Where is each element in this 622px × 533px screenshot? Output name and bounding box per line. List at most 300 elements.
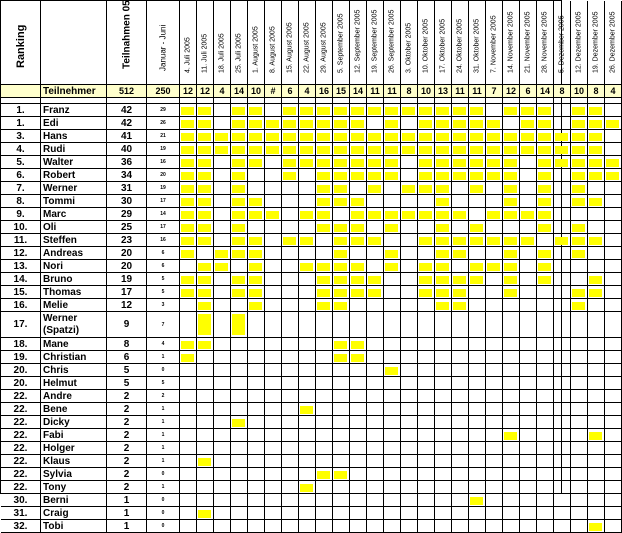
attendance-empty[interactable]	[469, 390, 486, 403]
attendance-empty[interactable]	[520, 182, 537, 195]
attendance-mark[interactable]	[503, 169, 520, 182]
attendance-mark[interactable]	[299, 130, 316, 143]
attendance-empty[interactable]	[384, 377, 401, 390]
attendance-empty[interactable]	[486, 364, 503, 377]
attendance-mark[interactable]	[333, 234, 350, 247]
attendance-empty[interactable]	[418, 312, 435, 338]
attendance-empty[interactable]	[605, 390, 622, 403]
date-header-cell[interactable]	[401, 1, 418, 85]
attendance-empty[interactable]	[384, 182, 401, 195]
attendance-empty[interactable]	[231, 507, 248, 520]
attendance-empty[interactable]	[197, 364, 214, 377]
attendance-empty[interactable]	[214, 494, 231, 507]
attendance-empty[interactable]	[316, 390, 333, 403]
attendance-empty[interactable]	[452, 429, 469, 442]
attendance-empty[interactable]	[265, 403, 282, 416]
attendance-empty[interactable]	[588, 338, 605, 351]
attendance-empty[interactable]	[486, 442, 503, 455]
attendance-empty[interactable]	[265, 104, 282, 117]
attendance-empty[interactable]	[282, 429, 299, 442]
attendance-mark[interactable]	[418, 104, 435, 117]
attendance-empty[interactable]	[248, 481, 265, 494]
attendance-empty[interactable]	[282, 507, 299, 520]
attendance-empty[interactable]	[214, 117, 231, 130]
attendance-empty[interactable]	[180, 416, 197, 429]
attendance-mark[interactable]	[571, 299, 588, 312]
attendance-empty[interactable]	[486, 286, 503, 299]
attendance-empty[interactable]	[401, 507, 418, 520]
attendance-mark[interactable]	[469, 182, 486, 195]
attendance-empty[interactable]	[605, 195, 622, 208]
attendance-empty[interactable]	[554, 260, 571, 273]
attendance-mark[interactable]	[180, 338, 197, 351]
attendance-empty[interactable]	[299, 390, 316, 403]
attendance-empty[interactable]	[299, 273, 316, 286]
attendance-empty[interactable]	[520, 169, 537, 182]
attendance-empty[interactable]	[197, 247, 214, 260]
attendance-mark[interactable]	[282, 234, 299, 247]
attendance-mark[interactable]	[316, 143, 333, 156]
attendance-empty[interactable]	[333, 520, 350, 533]
attendance-empty[interactable]	[384, 403, 401, 416]
attendance-empty[interactable]	[282, 286, 299, 299]
attendance-empty[interactable]	[214, 351, 231, 364]
attendance-empty[interactable]	[452, 312, 469, 338]
attendance-empty[interactable]	[554, 286, 571, 299]
attendance-empty[interactable]	[435, 481, 452, 494]
attendance-empty[interactable]	[248, 338, 265, 351]
attendance-mark[interactable]	[520, 208, 537, 221]
attendance-empty[interactable]	[248, 221, 265, 234]
attendance-mark[interactable]	[316, 208, 333, 221]
attendance-mark[interactable]	[197, 455, 214, 468]
attendance-mark[interactable]	[469, 143, 486, 156]
attendance-empty[interactable]	[537, 390, 554, 403]
attendance-empty[interactable]	[452, 377, 469, 390]
attendance-mark[interactable]	[588, 130, 605, 143]
attendance-mark[interactable]	[537, 273, 554, 286]
attendance-empty[interactable]	[520, 260, 537, 273]
attendance-empty[interactable]	[180, 442, 197, 455]
attendance-empty[interactable]	[554, 208, 571, 221]
attendance-empty[interactable]	[605, 247, 622, 260]
attendance-empty[interactable]	[554, 481, 571, 494]
attendance-mark[interactable]	[350, 338, 367, 351]
attendance-mark[interactable]	[282, 143, 299, 156]
attendance-mark[interactable]	[299, 208, 316, 221]
attendance-empty[interactable]	[503, 455, 520, 468]
attendance-empty[interactable]	[452, 481, 469, 494]
attendance-empty[interactable]	[333, 364, 350, 377]
attendance-empty[interactable]	[367, 494, 384, 507]
attendance-empty[interactable]	[367, 455, 384, 468]
attendance-empty[interactable]	[265, 260, 282, 273]
attendance-empty[interactable]	[248, 351, 265, 364]
attendance-empty[interactable]	[554, 416, 571, 429]
attendance-mark[interactable]	[605, 156, 622, 169]
attendance-mark[interactable]	[418, 286, 435, 299]
attendance-empty[interactable]	[537, 520, 554, 533]
player-name[interactable]: Marc	[41, 208, 107, 221]
attendance-empty[interactable]	[401, 169, 418, 182]
date-header-cell[interactable]	[605, 1, 622, 85]
attendance-empty[interactable]	[316, 455, 333, 468]
attendance-empty[interactable]	[486, 195, 503, 208]
attendance-empty[interactable]	[418, 403, 435, 416]
attendance-empty[interactable]	[265, 507, 282, 520]
attendance-empty[interactable]	[299, 494, 316, 507]
attendance-empty[interactable]	[605, 130, 622, 143]
player-name[interactable]: Nori	[41, 260, 107, 273]
attendance-empty[interactable]	[554, 494, 571, 507]
date-header-cell[interactable]	[248, 1, 265, 85]
attendance-empty[interactable]	[231, 520, 248, 533]
attendance-empty[interactable]	[503, 494, 520, 507]
attendance-empty[interactable]	[231, 429, 248, 442]
attendance-mark[interactable]	[180, 195, 197, 208]
attendance-mark[interactable]	[452, 208, 469, 221]
attendance-empty[interactable]	[418, 468, 435, 481]
attendance-empty[interactable]	[265, 195, 282, 208]
attendance-empty[interactable]	[350, 247, 367, 260]
attendance-empty[interactable]	[435, 377, 452, 390]
attendance-empty[interactable]	[384, 234, 401, 247]
attendance-mark[interactable]	[350, 104, 367, 117]
attendance-mark[interactable]	[316, 104, 333, 117]
attendance-mark[interactable]	[316, 221, 333, 234]
attendance-empty[interactable]	[554, 351, 571, 364]
attendance-empty[interactable]	[197, 377, 214, 390]
attendance-empty[interactable]	[554, 520, 571, 533]
attendance-empty[interactable]	[197, 494, 214, 507]
attendance-empty[interactable]	[299, 520, 316, 533]
attendance-mark[interactable]	[248, 143, 265, 156]
attendance-mark[interactable]	[503, 182, 520, 195]
player-name[interactable]: Christian	[41, 351, 107, 364]
attendance-mark[interactable]	[180, 351, 197, 364]
attendance-mark[interactable]	[588, 273, 605, 286]
attendance-empty[interactable]	[282, 195, 299, 208]
attendance-empty[interactable]	[367, 429, 384, 442]
attendance-empty[interactable]	[401, 234, 418, 247]
attendance-mark[interactable]	[350, 143, 367, 156]
attendance-empty[interactable]	[401, 364, 418, 377]
attendance-empty[interactable]	[503, 338, 520, 351]
attendance-empty[interactable]	[214, 364, 231, 377]
attendance-empty[interactable]	[418, 195, 435, 208]
attendance-empty[interactable]	[180, 455, 197, 468]
attendance-mark[interactable]	[503, 286, 520, 299]
attendance-empty[interactable]	[333, 494, 350, 507]
attendance-mark[interactable]	[452, 169, 469, 182]
attendance-empty[interactable]	[248, 520, 265, 533]
player-name[interactable]: Mane	[41, 338, 107, 351]
attendance-mark[interactable]	[333, 338, 350, 351]
attendance-mark[interactable]	[299, 104, 316, 117]
attendance-empty[interactable]	[265, 364, 282, 377]
attendance-mark[interactable]	[197, 299, 214, 312]
attendance-empty[interactable]	[520, 481, 537, 494]
attendance-empty[interactable]	[588, 403, 605, 416]
attendance-empty[interactable]	[588, 299, 605, 312]
attendance-mark[interactable]	[571, 169, 588, 182]
attendance-mark[interactable]	[231, 234, 248, 247]
attendance-mark[interactable]	[299, 260, 316, 273]
attendance-mark[interactable]	[350, 169, 367, 182]
attendance-mark[interactable]	[265, 130, 282, 143]
attendance-mark[interactable]	[231, 221, 248, 234]
player-name[interactable]: Franz	[41, 104, 107, 117]
attendance-mark[interactable]	[316, 195, 333, 208]
attendance-mark[interactable]	[350, 130, 367, 143]
attendance-empty[interactable]	[588, 221, 605, 234]
attendance-empty[interactable]	[435, 507, 452, 520]
attendance-mark[interactable]	[350, 208, 367, 221]
attendance-empty[interactable]	[316, 403, 333, 416]
attendance-empty[interactable]	[316, 247, 333, 260]
attendance-mark[interactable]	[452, 286, 469, 299]
attendance-empty[interactable]	[265, 455, 282, 468]
player-name[interactable]: Edi	[41, 117, 107, 130]
attendance-mark[interactable]	[503, 208, 520, 221]
attendance-empty[interactable]	[503, 468, 520, 481]
attendance-empty[interactable]	[384, 390, 401, 403]
attendance-empty[interactable]	[571, 507, 588, 520]
attendance-mark[interactable]	[571, 221, 588, 234]
attendance-empty[interactable]	[214, 403, 231, 416]
attendance-mark[interactable]	[520, 117, 537, 130]
attendance-mark[interactable]	[248, 299, 265, 312]
attendance-mark[interactable]	[231, 130, 248, 143]
attendance-mark[interactable]	[231, 143, 248, 156]
attendance-mark[interactable]	[384, 130, 401, 143]
attendance-empty[interactable]	[520, 494, 537, 507]
attendance-empty[interactable]	[214, 520, 231, 533]
attendance-empty[interactable]	[418, 520, 435, 533]
attendance-mark[interactable]	[384, 260, 401, 273]
attendance-empty[interactable]	[367, 338, 384, 351]
player-name[interactable]: Tommi	[41, 195, 107, 208]
attendance-empty[interactable]	[486, 455, 503, 468]
attendance-empty[interactable]	[520, 299, 537, 312]
attendance-mark[interactable]	[588, 156, 605, 169]
attendance-mark[interactable]	[537, 104, 554, 117]
attendance-mark[interactable]	[265, 117, 282, 130]
attendance-empty[interactable]	[486, 468, 503, 481]
attendance-empty[interactable]	[435, 364, 452, 377]
attendance-empty[interactable]	[452, 494, 469, 507]
attendance-mark[interactable]	[197, 507, 214, 520]
attendance-empty[interactable]	[214, 195, 231, 208]
attendance-mark[interactable]	[520, 143, 537, 156]
attendance-mark[interactable]	[571, 104, 588, 117]
attendance-empty[interactable]	[316, 494, 333, 507]
attendance-mark[interactable]	[384, 156, 401, 169]
attendance-empty[interactable]	[401, 221, 418, 234]
attendance-empty[interactable]	[605, 299, 622, 312]
attendance-empty[interactable]	[282, 351, 299, 364]
attendance-empty[interactable]	[537, 481, 554, 494]
attendance-mark[interactable]	[503, 195, 520, 208]
attendance-empty[interactable]	[282, 455, 299, 468]
attendance-empty[interactable]	[520, 364, 537, 377]
attendance-mark[interactable]	[333, 182, 350, 195]
attendance-empty[interactable]	[554, 442, 571, 455]
attendance-empty[interactable]	[384, 195, 401, 208]
attendance-mark[interactable]	[571, 286, 588, 299]
attendance-empty[interactable]	[248, 429, 265, 442]
attendance-mark[interactable]	[316, 299, 333, 312]
attendance-mark[interactable]	[333, 104, 350, 117]
attendance-empty[interactable]	[248, 182, 265, 195]
attendance-empty[interactable]	[180, 494, 197, 507]
attendance-empty[interactable]	[554, 377, 571, 390]
attendance-empty[interactable]	[520, 312, 537, 338]
attendance-mark[interactable]	[197, 169, 214, 182]
attendance-empty[interactable]	[503, 520, 520, 533]
attendance-mark[interactable]	[537, 221, 554, 234]
attendance-empty[interactable]	[588, 442, 605, 455]
attendance-mark[interactable]	[180, 208, 197, 221]
attendance-empty[interactable]	[197, 520, 214, 533]
date-header-cell[interactable]	[180, 1, 197, 85]
attendance-empty[interactable]	[180, 403, 197, 416]
attendance-empty[interactable]	[384, 468, 401, 481]
attendance-empty[interactable]	[180, 260, 197, 273]
attendance-empty[interactable]	[469, 338, 486, 351]
attendance-empty[interactable]	[299, 247, 316, 260]
attendance-empty[interactable]	[214, 429, 231, 442]
attendance-empty[interactable]	[520, 273, 537, 286]
attendance-empty[interactable]	[401, 338, 418, 351]
attendance-empty[interactable]	[248, 507, 265, 520]
attendance-empty[interactable]	[469, 403, 486, 416]
attendance-empty[interactable]	[299, 377, 316, 390]
attendance-mark[interactable]	[333, 286, 350, 299]
attendance-empty[interactable]	[588, 351, 605, 364]
attendance-empty[interactable]	[537, 455, 554, 468]
attendance-empty[interactable]	[418, 455, 435, 468]
attendance-empty[interactable]	[605, 455, 622, 468]
attendance-empty[interactable]	[265, 442, 282, 455]
attendance-empty[interactable]	[316, 442, 333, 455]
attendance-empty[interactable]	[197, 481, 214, 494]
attendance-empty[interactable]	[401, 273, 418, 286]
attendance-mark[interactable]	[231, 169, 248, 182]
attendance-empty[interactable]	[384, 429, 401, 442]
attendance-mark[interactable]	[214, 130, 231, 143]
attendance-empty[interactable]	[350, 442, 367, 455]
attendance-empty[interactable]	[214, 455, 231, 468]
attendance-empty[interactable]	[316, 507, 333, 520]
attendance-mark[interactable]	[333, 195, 350, 208]
attendance-empty[interactable]	[401, 520, 418, 533]
date-header-cell[interactable]	[265, 1, 282, 85]
attendance-empty[interactable]	[231, 260, 248, 273]
attendance-empty[interactable]	[180, 299, 197, 312]
attendance-empty[interactable]	[265, 286, 282, 299]
attendance-empty[interactable]	[605, 260, 622, 273]
attendance-empty[interactable]	[588, 377, 605, 390]
attendance-mark[interactable]	[197, 117, 214, 130]
attendance-mark[interactable]	[180, 169, 197, 182]
attendance-empty[interactable]	[282, 221, 299, 234]
attendance-mark[interactable]	[214, 143, 231, 156]
attendance-empty[interactable]	[520, 455, 537, 468]
attendance-mark[interactable]	[367, 156, 384, 169]
attendance-empty[interactable]	[214, 104, 231, 117]
attendance-mark[interactable]	[316, 260, 333, 273]
attendance-mark[interactable]	[299, 156, 316, 169]
attendance-empty[interactable]	[401, 481, 418, 494]
attendance-empty[interactable]	[350, 390, 367, 403]
player-name[interactable]: Steffen	[41, 234, 107, 247]
player-name[interactable]: Helmut	[41, 377, 107, 390]
attendance-mark[interactable]	[333, 299, 350, 312]
attendance-empty[interactable]	[571, 377, 588, 390]
attendance-empty[interactable]	[452, 260, 469, 273]
attendance-mark[interactable]	[469, 104, 486, 117]
attendance-empty[interactable]	[452, 221, 469, 234]
attendance-empty[interactable]	[384, 507, 401, 520]
attendance-empty[interactable]	[554, 195, 571, 208]
attendance-empty[interactable]	[180, 312, 197, 338]
attendance-mark[interactable]	[452, 234, 469, 247]
date-header-cell[interactable]	[452, 1, 469, 85]
attendance-empty[interactable]	[571, 429, 588, 442]
attendance-mark[interactable]	[520, 130, 537, 143]
attendance-empty[interactable]	[452, 403, 469, 416]
attendance-empty[interactable]	[469, 468, 486, 481]
attendance-empty[interactable]	[214, 416, 231, 429]
attendance-empty[interactable]	[299, 442, 316, 455]
attendance-mark[interactable]	[435, 299, 452, 312]
attendance-empty[interactable]	[231, 364, 248, 377]
attendance-mark[interactable]	[333, 468, 350, 481]
attendance-empty[interactable]	[265, 156, 282, 169]
attendance-empty[interactable]	[282, 338, 299, 351]
attendance-mark[interactable]	[520, 234, 537, 247]
attendance-mark[interactable]	[197, 208, 214, 221]
attendance-mark[interactable]	[588, 429, 605, 442]
date-header-cell[interactable]	[537, 1, 554, 85]
attendance-mark[interactable]	[350, 234, 367, 247]
attendance-empty[interactable]	[571, 494, 588, 507]
attendance-empty[interactable]	[367, 468, 384, 481]
attendance-mark[interactable]	[452, 273, 469, 286]
attendance-empty[interactable]	[418, 221, 435, 234]
attendance-empty[interactable]	[248, 364, 265, 377]
attendance-empty[interactable]	[588, 182, 605, 195]
attendance-empty[interactable]	[316, 377, 333, 390]
attendance-mark[interactable]	[452, 156, 469, 169]
player-name[interactable]: Melie	[41, 299, 107, 312]
date-header-cell[interactable]	[486, 1, 503, 85]
attendance-mark[interactable]	[197, 104, 214, 117]
attendance-mark[interactable]	[384, 169, 401, 182]
player-name[interactable]: Thomas	[41, 286, 107, 299]
attendance-mark[interactable]	[350, 221, 367, 234]
player-name[interactable]: Oli	[41, 221, 107, 234]
attendance-empty[interactable]	[367, 416, 384, 429]
attendance-empty[interactable]	[554, 312, 571, 338]
attendance-mark[interactable]	[486, 169, 503, 182]
attendance-mark[interactable]	[316, 273, 333, 286]
player-name[interactable]: Klaus	[41, 455, 107, 468]
attendance-empty[interactable]	[248, 390, 265, 403]
attendance-mark[interactable]	[333, 169, 350, 182]
attendance-mark[interactable]	[435, 117, 452, 130]
